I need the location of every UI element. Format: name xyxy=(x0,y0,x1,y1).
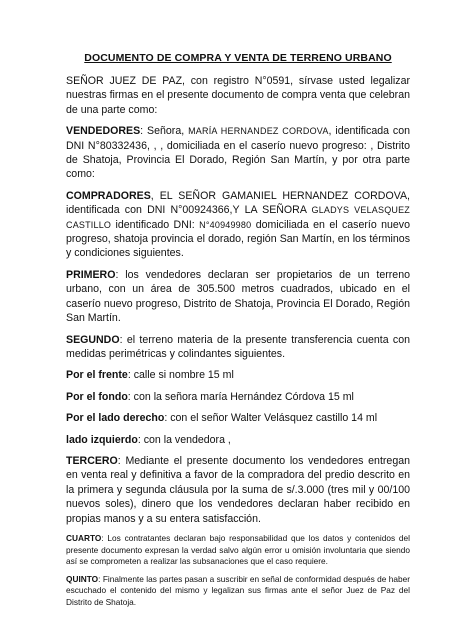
fondo-line xyxy=(66,390,410,404)
cuarto-text: : Los contratantes declaran bajo responsabilidad que los datos y contenidos del presente documento expresan la verdad salvo algún error u omisión involuntaria que siendo así se comprometen a realizar las subsanaciones que el caso requiere. xyxy=(66,532,410,567)
izquierdo-label: lado izquierdo xyxy=(66,433,138,446)
primero-label: PRIMERO xyxy=(66,268,116,281)
quinto-label: QUINTO xyxy=(66,573,99,584)
compradores-dni: N°40949980 xyxy=(199,219,252,230)
compradores-name: GLADYS VELASQUEZ CASTILLO xyxy=(66,205,410,230)
frente-line xyxy=(66,368,410,382)
cuarto-label: CUARTO xyxy=(66,532,102,543)
vendedores-name: MARÍA HERNANDEZ CORDOVA xyxy=(188,126,329,137)
fondo-label: Por el fondo xyxy=(66,390,128,403)
frente-text: : calle si nombre 15 ml xyxy=(127,369,234,382)
compradores-post: domiciliada en el caserío nuevo progreso, shatoja provincia el dorado, región San Martín, en los términos y condiciones siguientes. xyxy=(66,218,410,260)
primero-clause xyxy=(66,268,410,326)
intro-paragraph: SEÑOR JUEZ DE PAZ, con registro N°0591, sírvase usted legalizar nuestras firmas en el presente documento de compra venta que celebran de una parte como: xyxy=(66,75,410,116)
tercero-label: TERCERO xyxy=(66,454,118,467)
derecho-line xyxy=(66,411,410,425)
vendedores-pre: : Señora, xyxy=(140,125,189,138)
vendedores-post: , identificada con DNI N°80332436, , , domiciliada en el caserío nuevo progreso: , Distrito de Shatoja, Provincia El Dorado, Región San Martín, y por otra parte como: xyxy=(66,125,411,181)
vendedores-label: VENDEDORES xyxy=(66,125,141,138)
tercero-text: : Mediante el presente documento los vendedores entregan en venta real y definitiva a favor de la compradora del predio descrito en la primera y segunda cláusula por la suma de s/.3.000 (tres mil y 00/100 nuevos soles), dinero que los vendedores declaran haber recibido en propias manos y a su entera satisfacción. xyxy=(66,454,410,525)
document-body xyxy=(66,52,410,615)
document-title: DOCUMENTO DE COMPRA Y VENTA DE TERRENO URBANO xyxy=(84,52,392,64)
compradores-paragraph xyxy=(66,189,410,261)
segundo-text: : el terreno materia de la presente transferencia cuenta con medidas perimétricas y colindantes siguientes. xyxy=(66,333,410,360)
cuarto-clause xyxy=(66,533,410,568)
derecho-text: : con el señor Walter Velásquez castillo 14 ml xyxy=(164,412,378,425)
compradores-pre: , EL SEÑOR GAMANIEL HERNANDEZ CORDOVA, identificada con DNI N°00924366,Y LA SEÑORA xyxy=(66,189,410,217)
quinto-clause xyxy=(66,574,410,609)
frente-label: Por el frente xyxy=(66,369,128,382)
vendedores-paragraph xyxy=(66,124,410,182)
quinto-text: : Finalmente las partes pasan a suscribir en señal de conformidad después de haber escuchado el contenido del mismo y legalizan sus firmas ante el señor Juez de Paz del Distrito de Shatoja. xyxy=(66,573,410,607)
segundo-label: SEGUNDO xyxy=(66,333,120,346)
compradores-label: COMPRADORES xyxy=(66,189,151,202)
derecho-label: Por el lado derecho xyxy=(66,412,165,425)
primero-text: : los vendedores declaran ser propietarios de un terreno urbano, con un área de 305.500 metros cuadrados, ubicado en el caserío nuevo progreso, Distrito de Shatoja, Provincia El Dorado, Región San Martín. xyxy=(66,268,410,325)
fondo-text: : con la señora maría Hernández Córdova 15 ml xyxy=(127,390,354,403)
izquierdo-line xyxy=(66,433,410,447)
tercero-clause xyxy=(66,454,410,526)
izquierdo-text: : con la vendedora , xyxy=(137,433,231,446)
segundo-clause xyxy=(66,333,410,362)
compradores-mid: identificado DNI: xyxy=(111,218,200,231)
